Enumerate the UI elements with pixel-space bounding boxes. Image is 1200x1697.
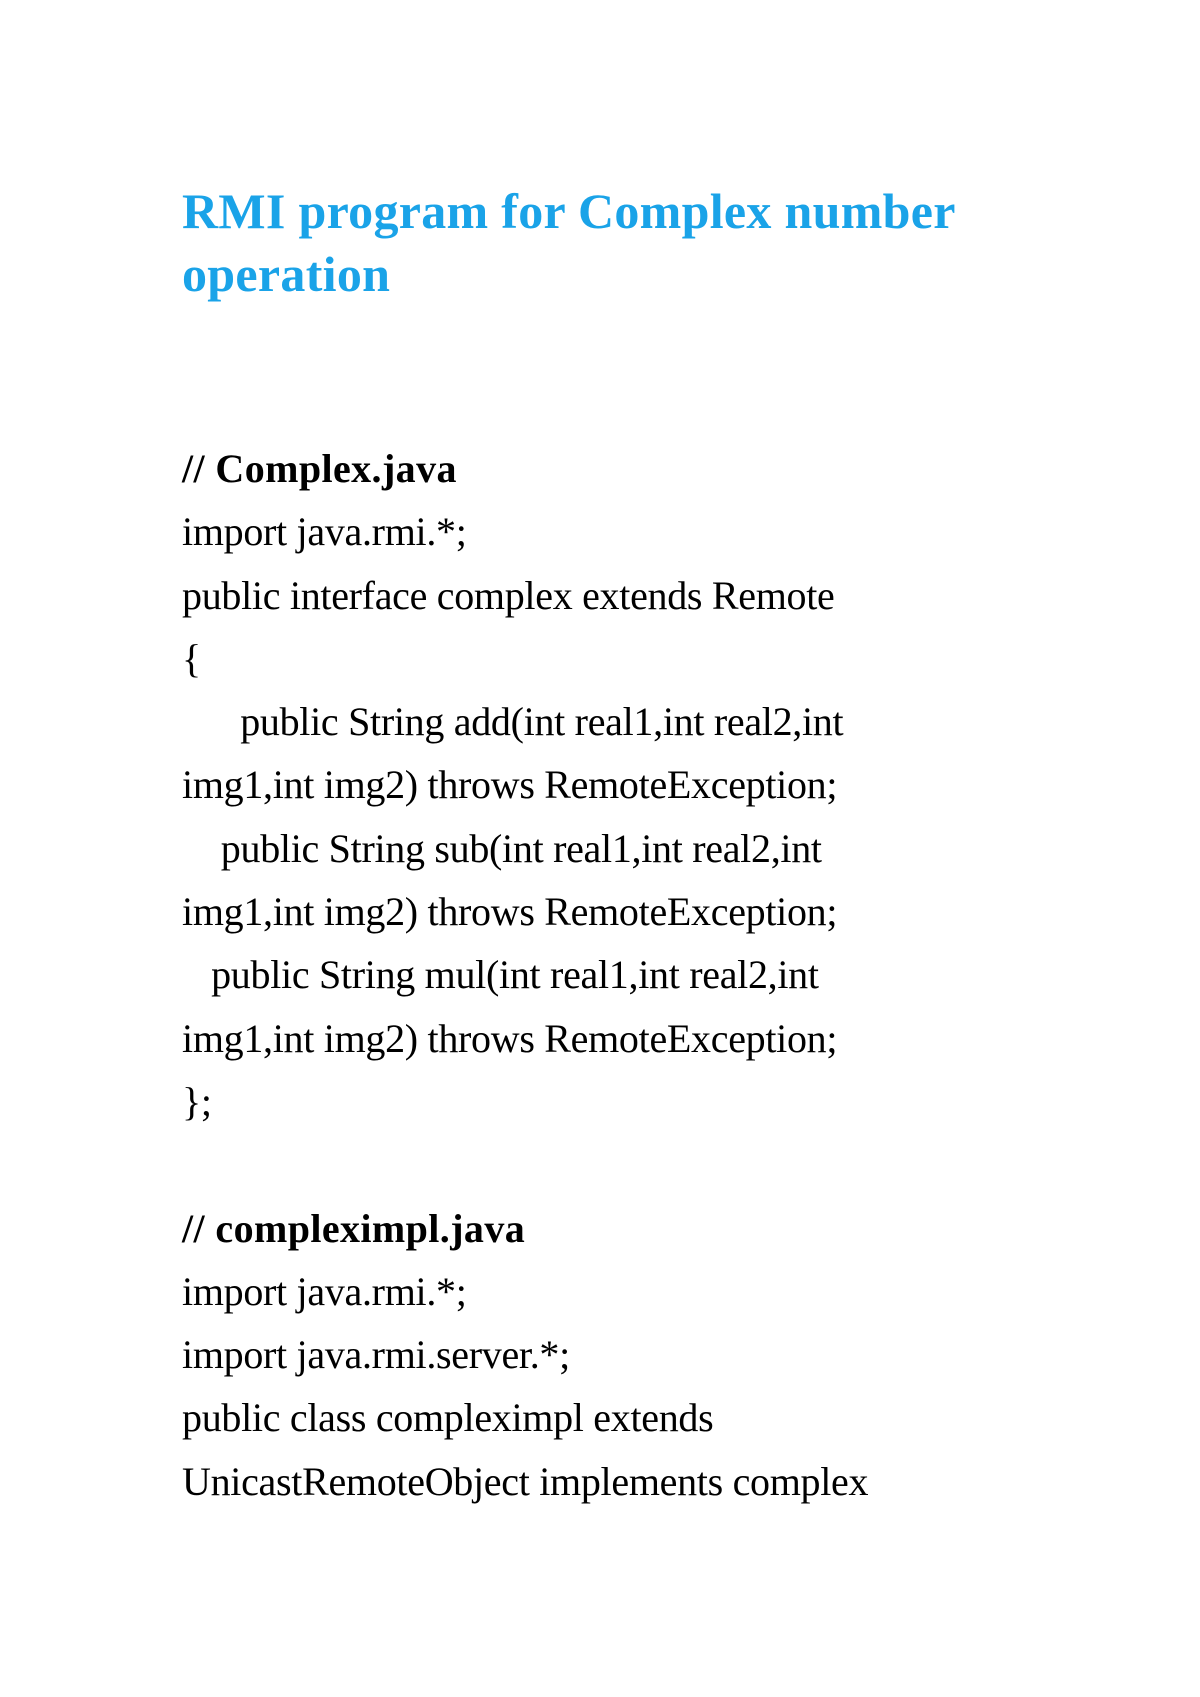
code-line: public String add(int real1,int real2,int (182, 699, 844, 745)
code-line: { (182, 635, 201, 681)
code-line: img1,int img2) throws RemoteException; (182, 1015, 838, 1061)
code-line: public interface complex extends Remote (182, 572, 835, 618)
code-line: import java.rmi.*; (182, 509, 467, 555)
file-comment-heading: // Complex.java (182, 446, 457, 491)
page-title: RMI program for Complex number operation (182, 183, 955, 302)
code-line: import java.rmi.server.*; (182, 1332, 570, 1378)
code-line (182, 1133, 1082, 1196)
code-line: public String sub(int real1,int real2,int (182, 825, 822, 871)
code-line: import java.rmi.*; (182, 1268, 467, 1314)
code-line: public String mul(int real1,int real2,int (182, 952, 819, 998)
code-line: img1,int img2) throws RemoteException; (182, 889, 838, 935)
code-line: }; (182, 1078, 212, 1124)
file-comment-heading: // compleximpl.java (182, 1205, 526, 1251)
code-line: img1,int img2) throws RemoteException; (182, 762, 838, 808)
code-line: UnicastRemoteObject implements complex (182, 1458, 869, 1504)
code-block (182, 437, 1082, 1513)
code-line: public class compleximpl extends (182, 1395, 714, 1441)
